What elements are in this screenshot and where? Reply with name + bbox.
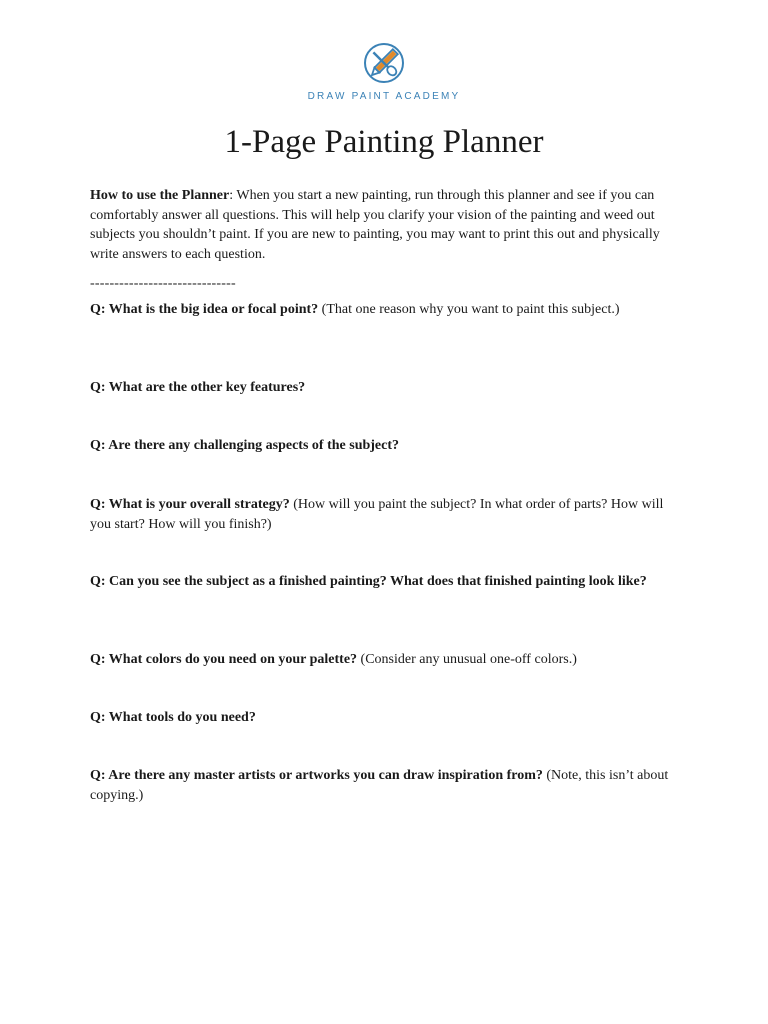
question-text: Q: What tools do you need? bbox=[90, 710, 256, 725]
planner-content bbox=[90, 186, 690, 803]
question-text: Q: What is the big idea or focal point? bbox=[90, 302, 319, 317]
question-7 bbox=[90, 708, 680, 728]
intro-paragraph bbox=[90, 186, 690, 264]
question-3 bbox=[90, 436, 680, 456]
question-8 bbox=[90, 766, 680, 805]
question-2 bbox=[90, 378, 680, 398]
logo bbox=[0, 42, 768, 102]
question-text: Q: Are there any challenging aspects of the subject? bbox=[90, 438, 400, 453]
brand-name: DRAW PAINT ACADEMY bbox=[307, 91, 461, 102]
pencil-brush-cross-logo-icon bbox=[363, 42, 405, 84]
divider-line: ------------------------------ bbox=[90, 276, 236, 291]
question-note: (Consider any unusual one-off colors.) bbox=[357, 652, 577, 667]
question-text: Q: Can you see the subject as a finished painting? What does that finished painting look like? bbox=[90, 574, 647, 589]
question-text: Q: What colors do you need on your palette? bbox=[90, 652, 358, 667]
question-1 bbox=[90, 300, 680, 320]
intro-text: : When you start a new painting, run through this planner and see if you can comfortably answer all questions. This will help you clarify your vision of the painting and weed out subjects you shouldn’t paint. If you are new to painting, you may want to print this out and physically write answers to each question. bbox=[90, 188, 660, 262]
question-note: (Note, this isn’t about copying.) bbox=[90, 768, 669, 803]
question-text: Q: What are the other key features? bbox=[90, 380, 306, 395]
intro-label: How to use the Planner bbox=[90, 188, 230, 203]
question-note: (That one reason why you want to paint this subject.) bbox=[318, 302, 620, 317]
question-5 bbox=[90, 572, 680, 592]
question-text: Q: Are there any master artists or artworks you can draw inspiration from? bbox=[90, 768, 543, 783]
page-title: 1-Page Painting Planner bbox=[224, 124, 544, 160]
question-text: Q: What is your overall strategy? bbox=[90, 497, 290, 512]
question-note: (How will you paint the subject? In what order of parts? How will you start? How will you finish?) bbox=[90, 497, 664, 532]
question-4 bbox=[90, 495, 680, 534]
question-6 bbox=[90, 650, 680, 670]
